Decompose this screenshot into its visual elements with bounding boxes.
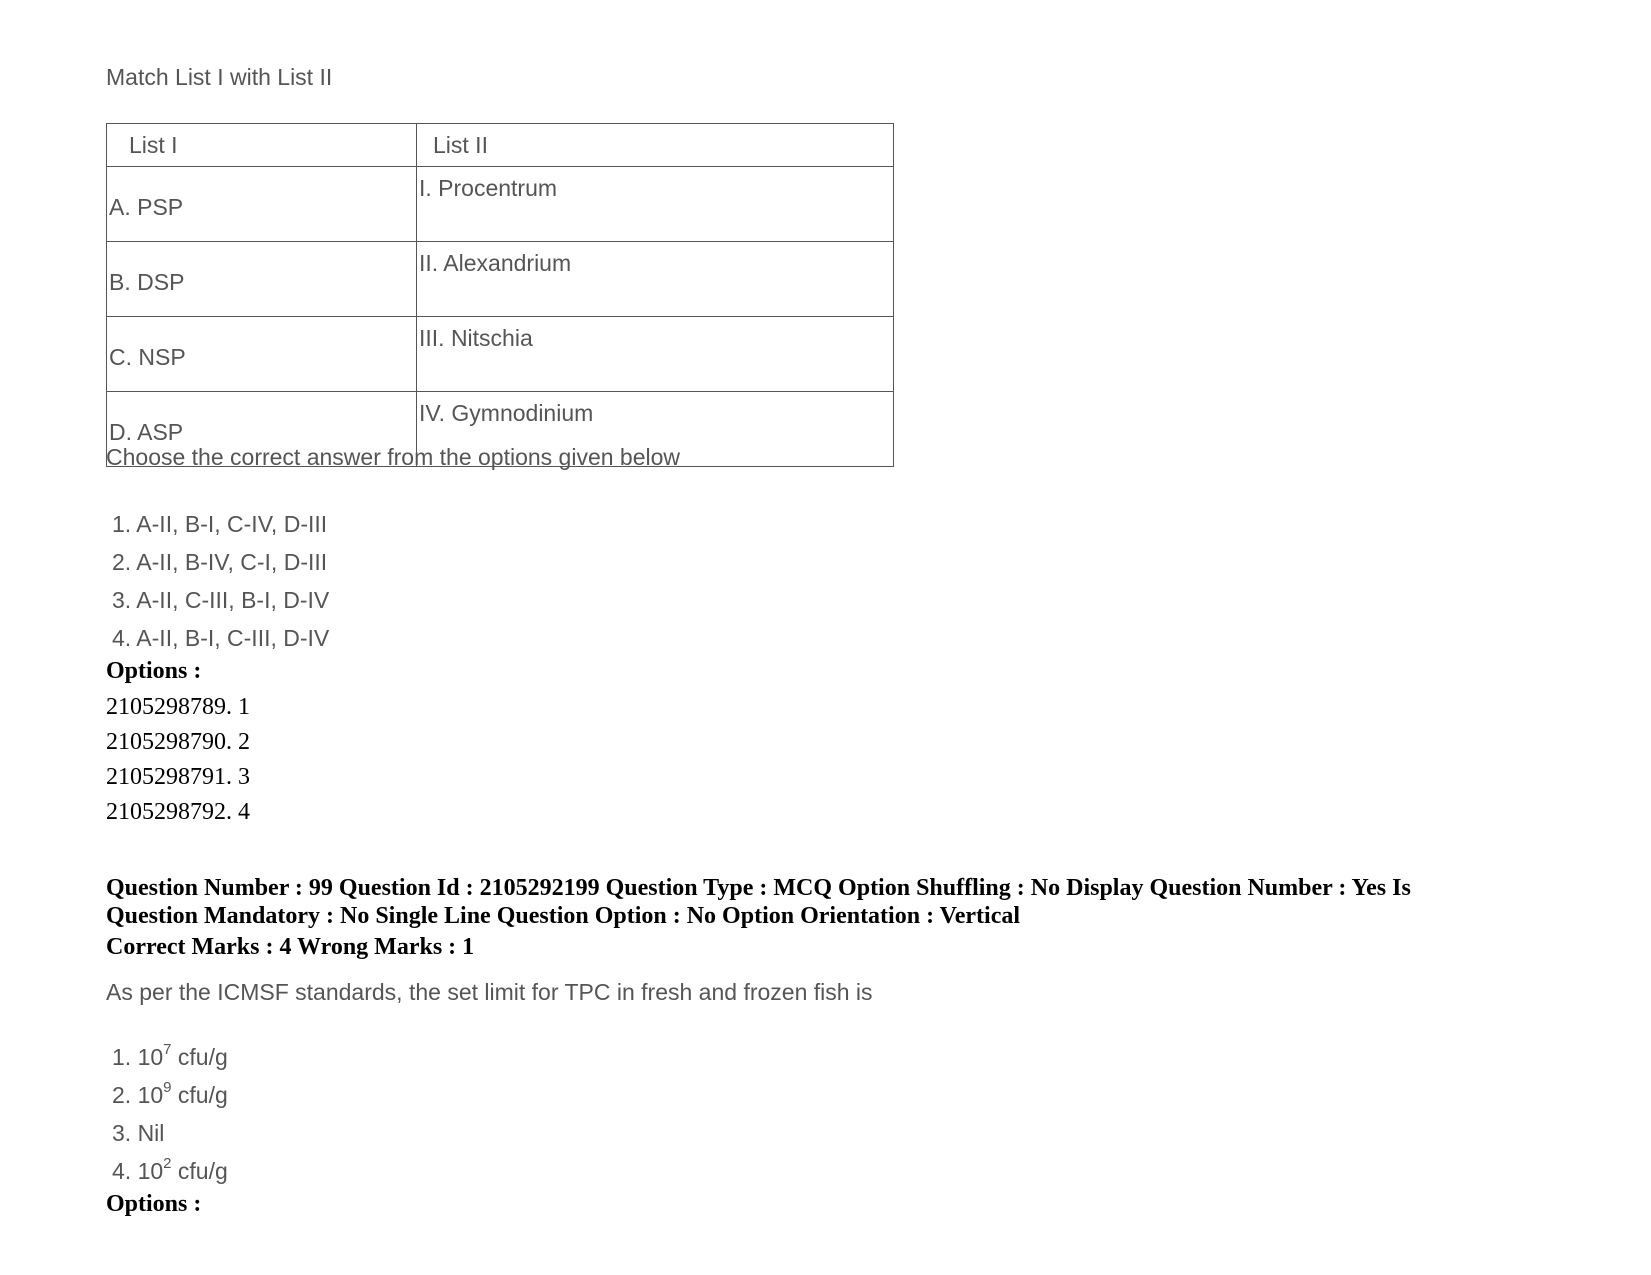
table-cell: A. PSP (107, 167, 417, 242)
answer-choice-list (112, 1038, 228, 1190)
options-label: Options : (106, 658, 202, 684)
table-row (107, 317, 894, 392)
table-cell: II. Alexandrium (417, 242, 894, 317)
marks-info: Correct Marks : 4 Wrong Marks : 1 (106, 934, 475, 960)
table-cell: D. ASP (107, 392, 417, 467)
table-cell: C. NSP (107, 317, 417, 392)
answer-choice: 4. $10^2$ cfu/g (112, 1155, 228, 1184)
answer-choice: 3. A-II, C-III, B-I, D-IV (112, 587, 330, 613)
question-metadata-line: Question Mandatory : No Single Line Question Option : No Option Orientation : Vertical (106, 903, 1021, 929)
option-id-list (106, 690, 250, 830)
answer-choice: 4. A-II, B-I, C-III, D-IV (112, 625, 330, 651)
table-header-row (107, 124, 894, 167)
match-table (106, 123, 894, 467)
question-prompt: As per the ICMSF standards, the set limit for TPC in fresh and frozen fish is (106, 979, 873, 1005)
table-cell: III. Nitschia (417, 317, 894, 392)
answer-choice-list (112, 505, 329, 657)
option-id: 2105298792. 4 (106, 799, 250, 825)
table-row (107, 167, 894, 242)
answer-choice: 1. $10^7$ cfu/g (112, 1041, 228, 1070)
answer-choice: 3. Nil (112, 1120, 165, 1146)
option-id: 2105298789. 1 (106, 694, 250, 720)
option-id: 2105298790. 2 (106, 729, 250, 755)
column-header-list-2: List II (417, 124, 894, 167)
answer-choice: 2. $10^9$ cfu/g (112, 1079, 228, 1108)
question-metadata-line: Question Number : 99 Question Id : 2105292199 Question Type : MCQ Option Shuffling : No Display Question Number : Yes Is (106, 875, 1411, 901)
question-prompt: Match List I with List II (106, 64, 333, 90)
answer-choice: 1. A-II, B-I, C-IV, D-III (112, 511, 328, 537)
table-cell: IV. Gymnodinium (417, 392, 894, 467)
options-label: Options : (106, 1191, 202, 1217)
question-metadata (106, 874, 1546, 930)
column-header-list-1: List I (107, 124, 417, 167)
table-cell: B. DSP (107, 242, 417, 317)
table-cell: I. Procentrum (417, 167, 894, 242)
answer-choice: 2. A-II, B-IV, C-I, D-III (112, 549, 328, 575)
option-id: 2105298791. 3 (106, 764, 250, 790)
question-instruction: Choose the correct answer from the options given below (106, 444, 681, 470)
table-row (107, 242, 894, 317)
